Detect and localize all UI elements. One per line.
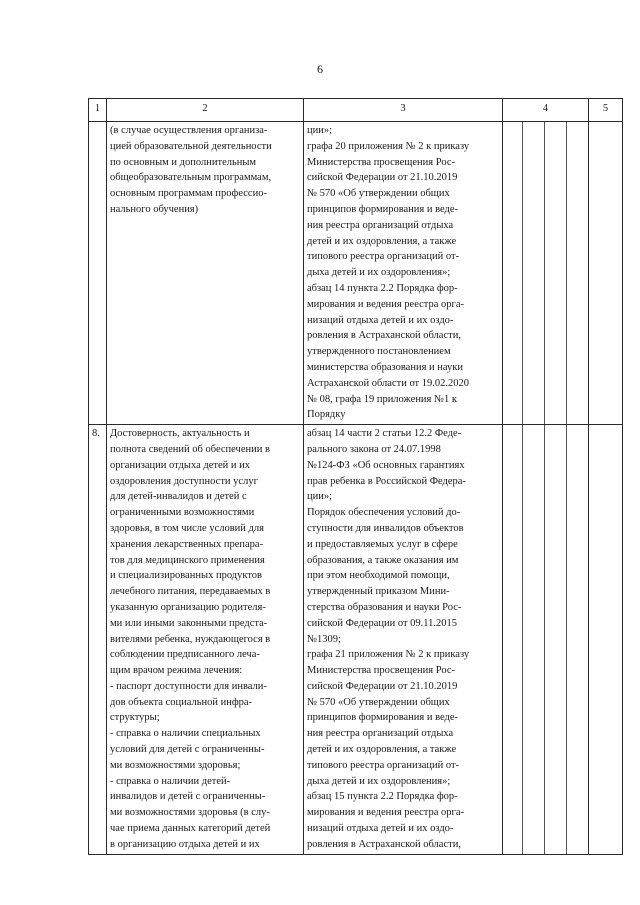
note-cell (589, 122, 623, 425)
text-line: детей и их оздоровления, а также (307, 235, 457, 247)
text-line: прав ребенка в Российской Федера- (307, 475, 466, 487)
text-line: рального закона от 24.07.1998 (307, 443, 441, 455)
row-number-cell: 8. (89, 425, 107, 855)
text-line: сийской Федерации от 21.10.2019 (307, 680, 458, 692)
text-line: тов для медицинского применения (110, 554, 265, 566)
text-line: структуры; (110, 712, 160, 724)
text-line: абзац 14 пункта 2.2 Порядка фор- (307, 282, 458, 294)
text-line: организации отдыха детей и их (110, 459, 250, 471)
text-line: №1309; (307, 633, 341, 645)
text-line: и специализированных продуктов (110, 570, 262, 582)
text-line: ми или иными законными предста- (110, 617, 268, 629)
text-line: Министерства просвещения Рос- (307, 665, 455, 677)
text-line: сийской Федерации от 09.11.2015 (307, 617, 458, 629)
text-line: - справка о наличии детей- (110, 775, 231, 787)
text-line: дыха детей и их оздоровления»; (307, 775, 451, 787)
criterion-text-cell (107, 122, 304, 425)
text-line: Порядку (307, 409, 346, 421)
note-cell (589, 425, 623, 855)
text-line: типового реестра организаций от- (307, 251, 460, 263)
score-cell (503, 425, 589, 855)
text-line: оздоровления доступности услуг (110, 475, 258, 487)
legal-basis-cell (304, 122, 503, 425)
text-line: низаций отдыха детей и их оздо- (307, 314, 454, 326)
text-line: Достоверность, актуальность и (110, 428, 250, 440)
text-line: ми возможностями здоровья (в слу- (110, 807, 270, 819)
table-row (89, 425, 623, 855)
text-line: ступности для инвалидов объектов (307, 522, 464, 534)
text-line: №124-ФЗ «Об основных гарантиях (307, 459, 465, 471)
text-line: ции»; (307, 125, 333, 136)
text-line: стерства образования и науки Рос- (307, 601, 462, 613)
table-row (89, 122, 623, 425)
text-line: низаций отдыха детей и их оздо- (307, 823, 454, 835)
criteria-table (88, 98, 623, 855)
text-line: типового реестра организаций от- (307, 759, 460, 771)
text-line: графа 21 приложения № 2 к приказу (307, 649, 470, 661)
text-line: дов объекта социальной инфра- (110, 696, 253, 708)
text-line: Астраханской области от 19.02.2020 (307, 377, 470, 389)
text-line: цией образовательной деятельности (110, 140, 272, 152)
text-line: хранения лекарственных препара- (110, 538, 264, 550)
text-line: Министерства просвещения Рос- (307, 156, 455, 168)
text-line: основным программам профессио- (110, 188, 267, 200)
text-line: ровления в Астраханской области, (307, 838, 461, 850)
text-line: принципов формирования и веде- (307, 203, 459, 215)
text-line: (в случае осуществления организа- (110, 125, 268, 136)
text-line: абзац 15 пункта 2.2 Порядка фор- (307, 791, 458, 803)
text-line: - справка о наличии специальных (110, 728, 261, 740)
text-line: образования, а также оказания им (307, 554, 459, 566)
text-line: детей и их оздоровления, а также (307, 744, 457, 756)
text-line: инвалидов и детей с ограниченны- (110, 791, 266, 803)
text-line: щим врачом режима лечения: (110, 665, 243, 677)
text-line: - паспорт доступности для инвали- (110, 680, 267, 692)
text-line: для детей-инвалидов и детей с (110, 491, 247, 503)
text-line: чае приема данных категорий детей (110, 823, 271, 835)
text-line: общеобразовательным программам, (110, 172, 272, 184)
text-line: дыха детей и их оздоровления»; (307, 267, 451, 279)
text-line: № 570 «Об утверждении общих (307, 696, 450, 708)
text-line: указанную организацию родителя- (110, 601, 266, 613)
score-subcolumn-lines (503, 425, 588, 854)
column-header: 2 (107, 99, 304, 122)
text-line: сийской Федерации от 21.10.2019 (307, 172, 458, 184)
text-line: нального обучения) (110, 203, 199, 215)
text-line: графа 20 приложения № 2 к приказу (307, 140, 470, 152)
row-number-cell (89, 122, 107, 425)
text-line: в организацию отдыха детей и их (110, 838, 260, 850)
text-line: абзац 14 части 2 статьи 12.2 Феде- (307, 428, 462, 440)
text-line: здоровья, в том числе условий для (110, 522, 264, 534)
column-header: 5 (589, 99, 623, 122)
text-line: ми возможностями здоровья; (110, 759, 241, 771)
criterion-text-cell (107, 425, 304, 855)
text-line: вителями ребенка, нуждающегося в (110, 633, 271, 645)
text-line: ограниченными возможностями (110, 507, 255, 519)
text-line: мирования и ведения реестра орга- (307, 298, 465, 310)
column-header: 1 (89, 99, 107, 122)
text-line: Порядок обеспечения условий до- (307, 507, 461, 519)
legal-basis-cell (304, 425, 503, 855)
score-cell (503, 122, 589, 425)
text-line: ния реестра организаций отдыха (307, 728, 454, 740)
text-line: принципов формирования и веде- (307, 712, 459, 724)
text-line: утвержденного постановлением (307, 346, 451, 358)
column-header: 3 (304, 99, 503, 122)
text-line: ции»; (307, 491, 333, 503)
text-line: соблюдении предписанного леча- (110, 649, 260, 661)
text-line: министерства образования и науки (307, 361, 463, 373)
text-line: лечебного питания, передаваемых в (110, 586, 271, 598)
text-line: условий для детей с ограниченны- (110, 744, 265, 756)
text-line: № 08, графа 19 приложения №1 к (307, 393, 458, 405)
column-header: 4 (503, 99, 589, 122)
text-line: утвержденный приказом Мини- (307, 586, 450, 598)
text-line: № 570 «Об утверждении общих (307, 188, 450, 200)
text-line: по основным и дополнительным (110, 156, 257, 168)
score-subcolumn-lines (503, 122, 588, 424)
text-line: ния реестра организаций отдыха (307, 219, 454, 231)
text-line: полнота сведений об обеспечении в (110, 443, 270, 455)
text-line: мирования и ведения реестра орга- (307, 807, 465, 819)
text-line: ровления в Астраханской области, (307, 330, 461, 342)
page-number: 6 (317, 62, 323, 76)
text-line: и предоставляемых услуг в сфере (307, 538, 458, 550)
table-header-row (89, 99, 623, 122)
text-line: при этом необходимой помощи, (307, 570, 450, 582)
